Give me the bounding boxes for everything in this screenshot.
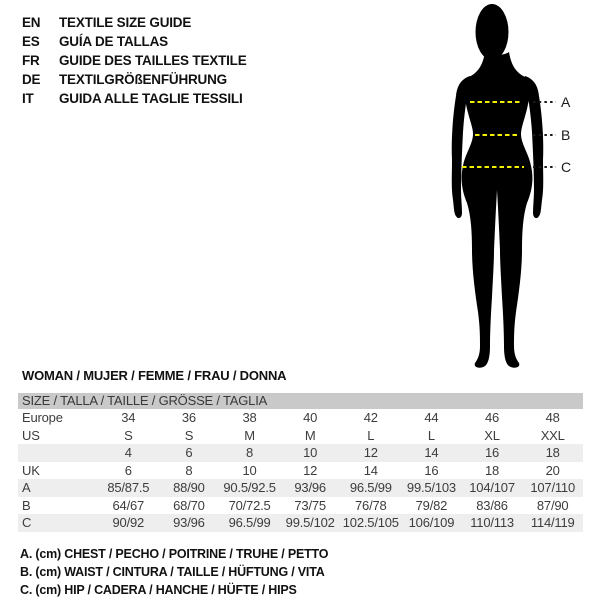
size-cell: XL [484,427,500,443]
size-cell: 110/113 [470,515,514,530]
size-cell: 36 [181,410,196,425]
row-label: UK [22,462,40,478]
language-title-block [22,13,247,108]
measure-label-a: A [561,94,571,110]
size-cell: 4 [124,445,132,460]
measure-label-b: B [561,127,571,143]
size-cell: 12 [303,462,318,478]
size-cell: 10 [303,445,318,460]
size-cell: 83/86 [476,497,508,513]
size-cell: 90.5/92.5 [223,480,276,495]
size-cell: L [367,427,375,443]
size-cell: 14 [424,445,439,460]
size-cell: 99.5/102 [285,515,335,530]
lang-label: TEXTILE SIZE GUIDE [59,15,192,30]
size-cell: 85/87.5 [107,480,150,495]
size-cell: 93/96 [173,515,205,530]
size-cell: M [304,427,316,443]
section-title: WOMAN / MUJER / FEMME / FRAU / DONNA [22,368,287,383]
size-cell: 48 [545,410,560,425]
size-cell: 68/70 [173,497,205,513]
size-cell: 34 [121,410,136,425]
measurement-figure [437,2,600,374]
size-cell: 46 [485,410,500,425]
measurement-legend [20,545,328,599]
woman-silhouette-icon [437,2,563,374]
size-cell: M [244,427,255,443]
size-cell: 8 [185,462,193,478]
row-label [18,444,98,462]
lang-label: TEXTILGRÖßENFÜHRUNG [59,72,227,87]
legend-hip: C. (cm) HIP / CADERA / HANCHE / HÜFTE / HIPS [20,583,297,597]
size-cell: 70/72.5 [228,497,271,513]
row-label: C [22,515,32,530]
row-label: B [22,497,31,513]
table-row-uk [18,462,583,480]
table-row-hip [18,514,583,532]
size-cell: 44 [424,410,439,425]
size-cell: 96.5/99 [349,480,392,495]
lang-row-it [22,89,247,108]
size-cell: 79/82 [415,497,448,513]
lang-code: ES [22,34,40,49]
size-cell: 93/96 [294,480,326,495]
size-table [18,393,583,532]
size-cell: 87/90 [536,497,569,513]
size-cell: 16 [424,462,439,478]
size-cell: S [184,427,194,443]
size-cell: 40 [303,410,318,425]
size-cell: 16 [485,445,500,460]
lang-code: FR [22,53,40,68]
row-label: US [22,427,40,443]
size-cell: 106/109 [408,515,455,530]
table-row-waist [18,497,583,515]
size-cell: XXL [540,427,565,443]
size-cell: L [427,427,435,443]
lang-label: GUIDE DES TAILLES TEXTILE [59,53,247,68]
size-cell: 8 [246,445,254,460]
size-cell: 73/75 [294,497,326,513]
size-cell: 20 [545,462,560,478]
size-cell: 18 [485,462,500,478]
table-header: SIZE / TALLA / TAILLE / GRÖSSE / TAGLIA [18,393,583,409]
size-cell: 107/110 [530,480,575,495]
lang-label: GUÍA DE TALLAS [59,34,168,49]
size-cell: 102.5/105 [342,515,399,530]
lang-row-fr [22,51,247,70]
size-cell: 76/78 [355,497,387,513]
measure-label-c: C [561,159,572,175]
size-cell: 14 [363,462,378,478]
lang-row-en [22,13,247,32]
row-label: Europe [22,410,63,425]
size-cell: 12 [363,445,378,460]
size-cell: 42 [363,410,378,425]
size-cell: S [124,427,133,443]
size-cell: 18 [545,445,560,460]
size-cell: 114/119 [530,515,575,530]
size-cell: 99.5/103 [406,480,456,495]
size-cell: 64/67 [112,497,145,513]
size-cell: 10 [242,462,257,478]
lang-row-de [22,70,247,89]
table-row-us [18,427,583,445]
lang-row-es [22,32,247,51]
size-cell: 6 [185,445,193,460]
size-cell: 88/90 [173,480,205,495]
table-row-europe [18,409,583,427]
size-cell: 38 [242,410,257,425]
size-cell: 104/107 [469,480,515,495]
row-label: A [22,480,31,495]
lang-code: IT [22,91,34,106]
table-row-chest [18,479,583,497]
size-cell: 96.5/99 [228,515,271,530]
lang-code: EN [22,15,41,30]
table-row-us-numeric [18,444,583,462]
size-cell: 90/92 [112,515,145,530]
lang-code: DE [22,72,41,87]
legend-waist: B. (cm) WAIST / CINTURA / TAILLE / HÜFTUNG / VITA [20,565,325,579]
legend-chest: A. (cm) CHEST / PECHO / POITRINE / TRUHE / PETTO [20,547,329,561]
size-cell: 6 [124,462,132,478]
lang-label: GUIDA ALLE TAGLIE TESSILI [59,91,243,106]
